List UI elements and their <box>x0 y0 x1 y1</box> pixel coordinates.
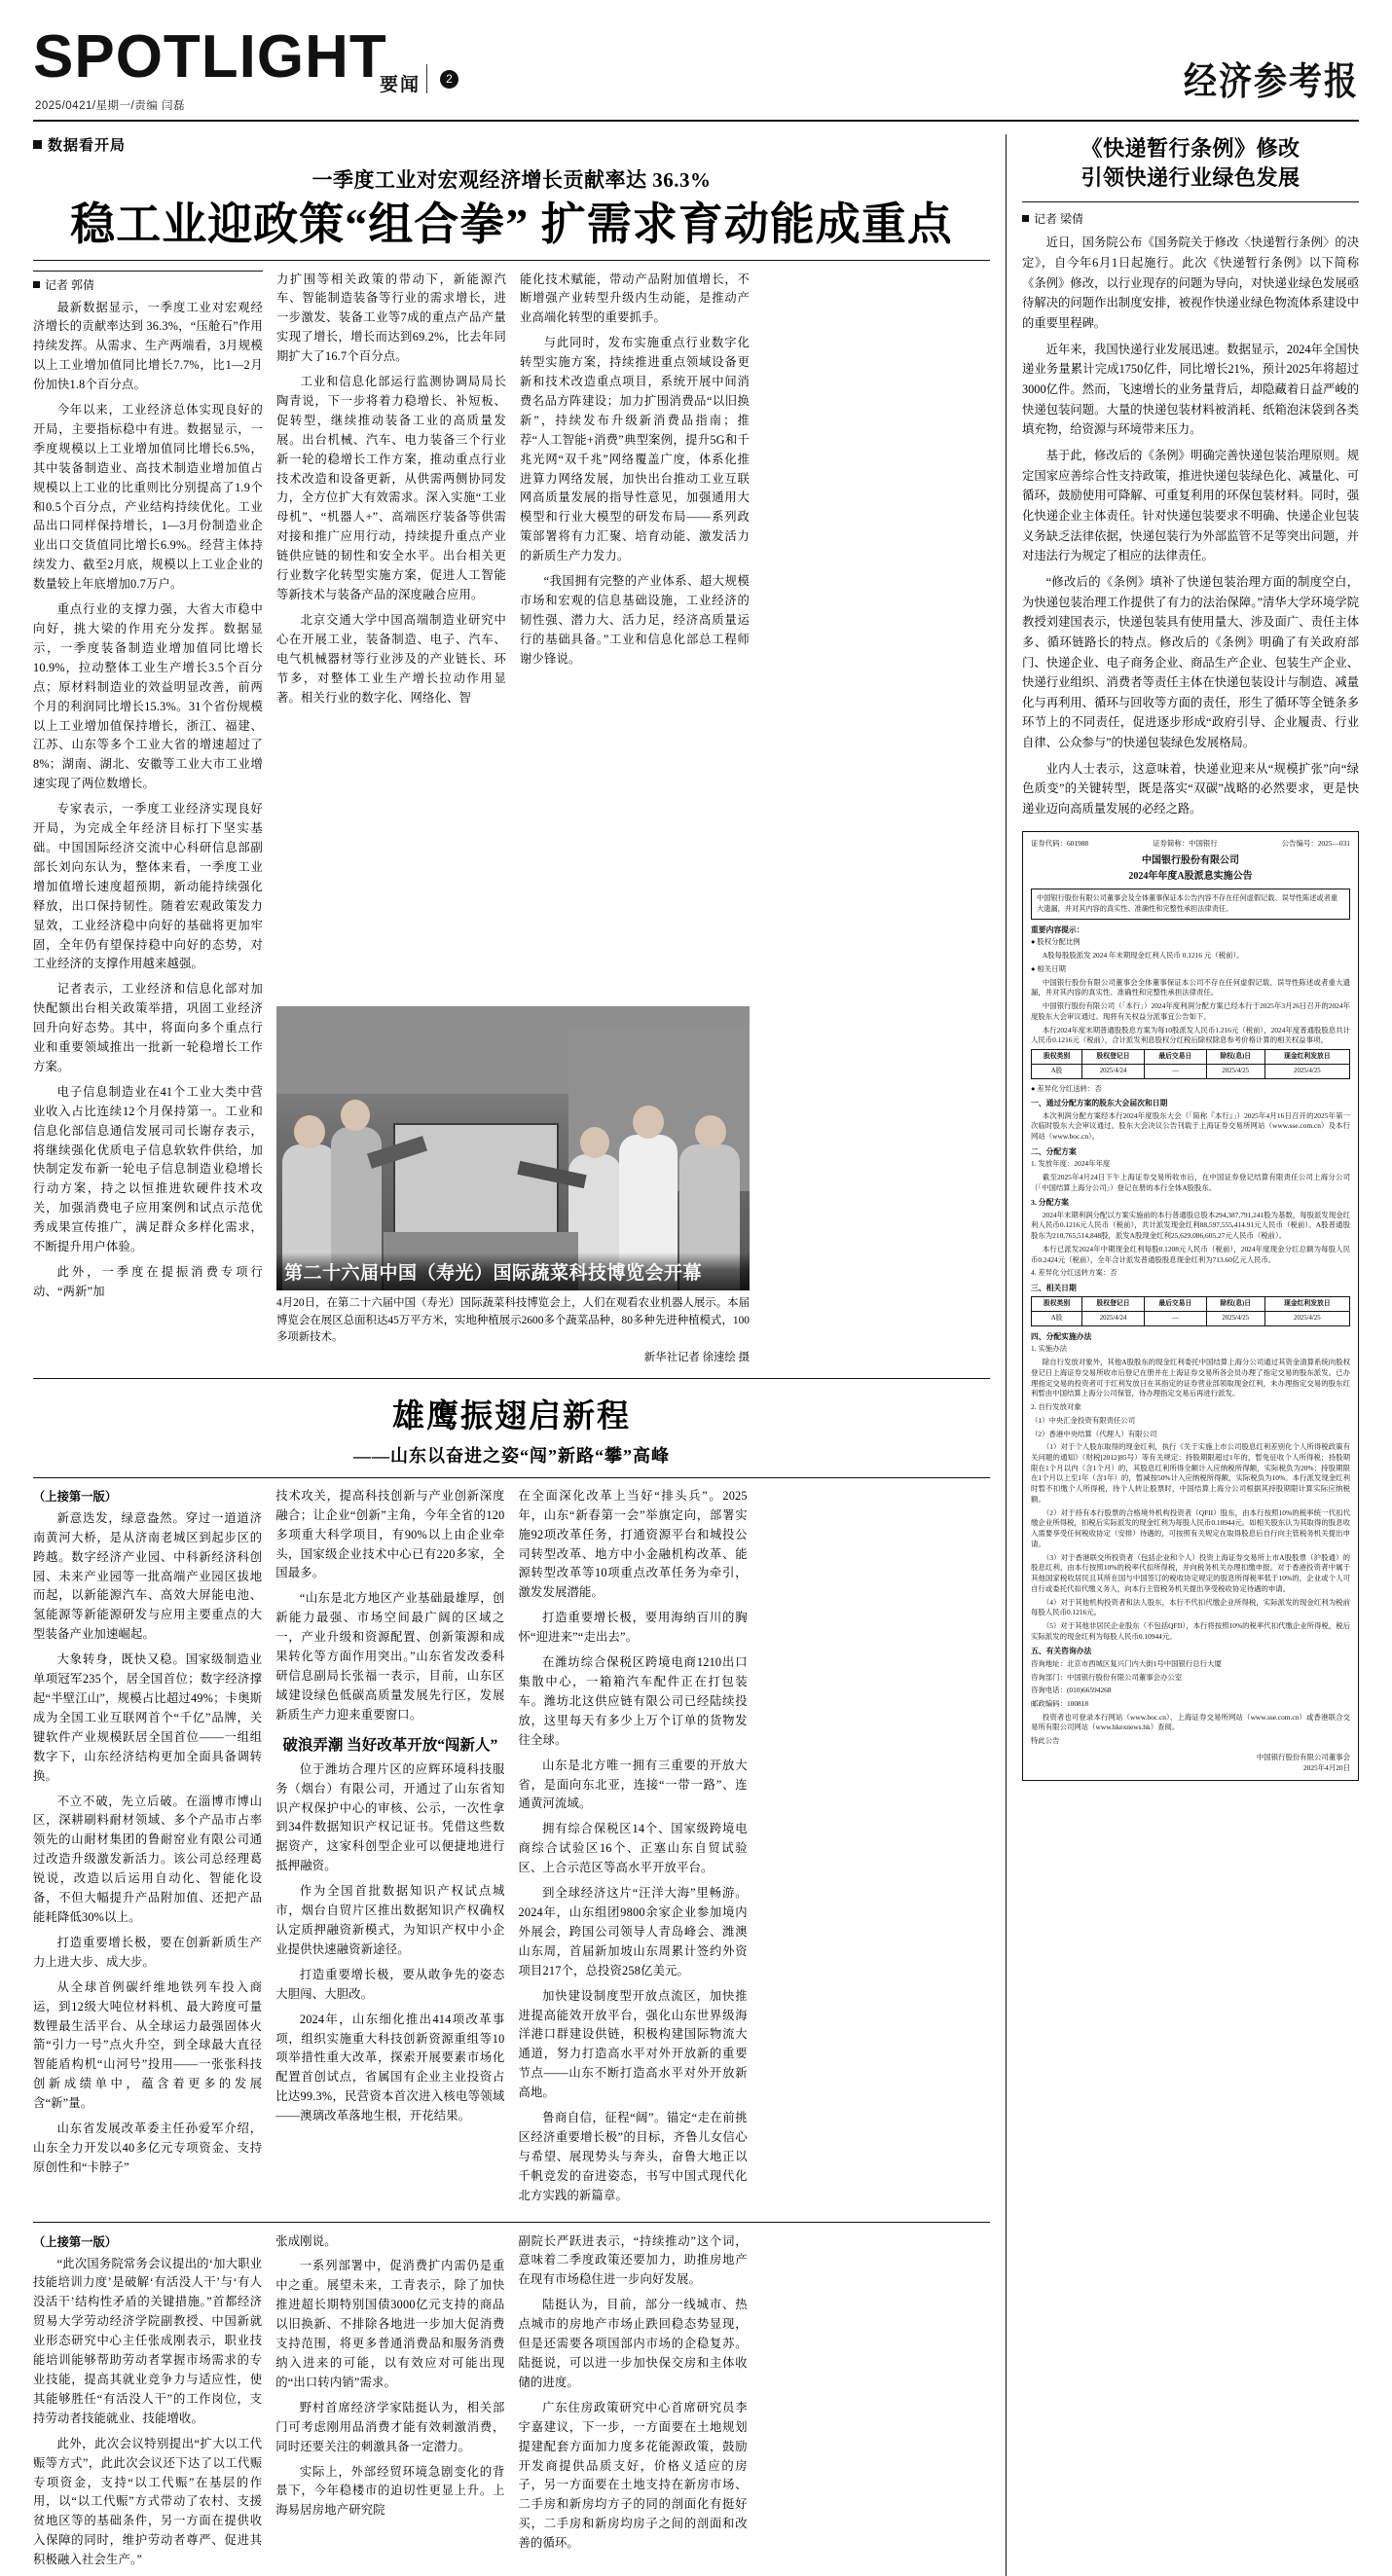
paragraph: 业内人士表示，这意味着，快递业迎来从“规模扩张”向“绿色质变”的关键转型，既是落实“双碳”战略的必然要求，更是快递业迈向高质量发展的必经之路。 <box>1022 761 1359 816</box>
paragraph: 此外，此次会议特别提出“扩大以工代赈等方式”，此此次会议还下达了以工代赈专项资金，支持“以工代赈”在基层的作用，以“以工代赈”方式带动了农村、支援贫地区等的基础条件，另一方面在提供收入保障的同时，维护劳动者尊严、促进其积极融入社会生产。” <box>33 2436 263 2567</box>
announcement-paragraph: 中国银行股份有限公司董事会全体董事保证本公司不存在任何虚假记载、误导性陈述或者重大遗漏，并对其内容的真实性、准确性和完整性承担法律责任。 <box>1031 977 1350 998</box>
dividend-table-1 <box>1031 1049 1350 1079</box>
paragraph: “此次国务院常务会议提出的‘加大职业技能培训力度’是破解‘有活没人干’与‘有人没活干’结构性矛盾的关键措施。”首都经济贸易大学劳动经济学院副教授、中国新就业形态研究中心主任张成刚表示，职业技能培训能够帮助劳动者掌握市场需求的专业技能，提高其就业竞争力与适应性，使其能够胜任“有活没人干”的工作岗位，支持劳动者技能就业、技能增收。 <box>33 2256 263 2425</box>
dividend-table-2 <box>1031 1296 1350 1326</box>
byline <box>33 271 263 293</box>
second-subhead: ——山东以奋进之姿“闯”新路“攀”高峰 <box>353 1445 670 1466</box>
paragraph: 不立不破，先立后破。在淄博市博山区，深耕刷料耐材领域、多个产品市占率领先的山耐材集团的鲁耐窑业有限公司通过改造升级激发新活力。该公司总经理葛锐说，改造以后运用自动化、智能化设备，不但大幅提升产品附加值、还把产品能耗降低30%以上。 <box>33 1794 263 1924</box>
paragraph: 与此同时，发布实施重点行业数字化转型实施方案，持续推进重点领域设备更新和技术改造重点项目，系统开展中间消费名品方阵建设；加力扩围消费品“以旧换新”，持续发布升级新消费品指南；推荐“人工智能+消费”典型案例，提升5G和千兆光网“双千兆”网络覆盖广度，体系化推进算力网络发展，加快出台推动工业互联网高质量发展的指导性意见，加强通用大模型和行业大模型的研发布局——系列政策部署将有力汇聚、培育动能、激发活力的新质生产力发力。 <box>520 336 750 563</box>
announcement-paragraph: 1. 发放年度：2024年年度 <box>1031 1159 1111 1169</box>
announcement-paragraph: 除自行发放对象外，其他A股股东的现金红利委托中国结算上海分公司通过其资金清算系统向股权登记日上海证券交易所收市后登记在册并在上海证券交易所各会员办理了指定交易的股东派发。已办理指定交易的投资者可于红利发放日在其指定的证券营业部领取现金红利，未办理指定交易的股东红利暂由中国结算上海分公司保管，待办理指定交易后再进行派发。 <box>1031 1358 1350 1398</box>
paragraph: 张成刚说。 <box>275 2233 337 2248</box>
right-headline-rule <box>1022 201 1359 202</box>
paragraph: 今年以来，工业经济总体实现良好的开局，主要指标稳中有进。数据显示，一季度规模以上工业增加值同比增长6.5%，其中装备制造业、高技术制造业增加值占规模以上工业的比重则比分别提高了1.9个和0.5个百分点，产业结构持续优化。工业品出口同样保持增长，1—3月份制造业企业出口交货值同比增长6.9%。经营主体持续发力、截至2月底，规模以上工业企业的数量较上年底增加0.7万户。 <box>33 403 263 592</box>
announcement-special-note: 特此公告 <box>1031 1736 1060 1746</box>
announcement-bullet: ● 股权分配比例 <box>1031 937 1081 947</box>
col-header: 现金红利发放日 <box>1264 1297 1349 1312</box>
second-column-3 <box>519 1487 748 2212</box>
paragraph: 鲁商自信，征程“阔”。锚定“走在前挑区经济重要增长极”的目标，齐鲁儿女信心与希望、展现势头与奔头，奋鲁大地正以千帆竞发的奋进姿态，书写中国式现代化北方实践的新篇章。 <box>518 2111 748 2202</box>
security-code: 证券代码：601988 <box>1031 838 1089 848</box>
col-header: 现金红利发放日 <box>1264 1049 1349 1064</box>
col-header: 股权登记日 <box>1082 1297 1145 1312</box>
cell: 2025/4/24 <box>1082 1312 1145 1326</box>
paragraph: 大象转身，既快又稳。国家级制造业单项冠军235个，居全国首位；数字经济撑起“半壁江山”，规模占比超过49%；卡奥斯成为全国工业互联网首个“千亿”品牌，关键软件产业规模跃居全国首位——一组组数字下，山东经济结构更加全面具备调转换。 <box>33 1652 263 1783</box>
announcement-section-head: 重要内容提示： <box>1031 925 1084 935</box>
col-header: 股权类别 <box>1032 1049 1082 1064</box>
cell: 2025/4/25 <box>1264 1064 1349 1078</box>
announcement-section-head: 五、有关咨询办法 <box>1031 1647 1092 1656</box>
news-photo <box>276 1006 750 1290</box>
announcement-bullet: A股每股股派发 2024 年末期现金红利人民币 0.1216 元（税前）。 <box>1042 951 1244 961</box>
announcement-section-head: 四、分配实施办法 <box>1031 1332 1092 1342</box>
announcement-title-2: 2024年年度A股派息实施公告 <box>1128 871 1253 883</box>
announcement-paragraph: 2. 自行发放对象 <box>1031 1402 1081 1412</box>
photo-note: 4月20日，在第二十六届中国（寿光）国际蔬菜科技博览会上，人们在观看农业机器人展示。本届博览会在展区总面积达45万平方米，实地种植展示2600多个蔬菜品种，80多种先进种植模式，100多项新技术。 <box>276 1296 750 1344</box>
announcement-paragraph: 邮政编码：100818 <box>1031 1698 1089 1708</box>
announcement-paragraph: 咨询地址：北京市西城区复兴门内大街1号中国银行总行大厦 <box>1031 1658 1222 1668</box>
lead-headline: 稳工业迎政策“组合拳” 扩需求育动能成重点 <box>70 200 953 249</box>
page-number-badge: 2 <box>440 70 458 89</box>
table-header-row <box>1032 1049 1350 1064</box>
kicker-label: 数据看开局 <box>48 138 127 154</box>
bottom-column-2 <box>275 2232 504 2576</box>
announcement-paragraph: （4）对于其他机构投资者和法人股东，本行不代扣代缴企业所得税，实际派发的现金红利为税前每股人民币0.1216元。 <box>1031 1597 1350 1617</box>
masthead-divider <box>426 64 427 93</box>
bottom-column-4-spacer <box>761 2232 990 2576</box>
paragraph: “修改后的《条例》填补了快递包装治理方面的制度空白，为快递包装治理工作提供了有力的法治保障。”清华大学环境学院教授刘建国表示，快递包装具有使用量大、涉及面广、责任主体多、循环链路长的特点。修改后的《条例》明确了有关政府部门、快递企业、电子商务企业、商品生产企业、包装生产企业、快递行业组织、消费者等责任主体在快递包装设计与制造、减量化与再利用、循环与回收等方面的责任，形生了循环等全链条多环节上的不同责任，促进逐步形成“政府引导、企业履责、行业自律、公众参与”的快递包装绿色发展格局。 <box>1022 574 1359 750</box>
announcement-paragraph: 本行已派发2024年中期现金红利每股0.1208元人民币（税前），2024年度现金分红总额为每股人民币0.2424元（税前），全年合计派发普通股股息现金红利为713.60亿元人民币。 <box>1031 1244 1350 1264</box>
paragraph: 位于潍坊合理片区的应辉环境科技服务（烟台）有限公司，开通过了山东省知识产权保护中心的审核、公示，一次性拿到34件数据知识产权记证书。凭借这些数据资产，这家科创型企业可以便捷地进行抵押融资。 <box>275 1761 505 1873</box>
paragraph: 野村首席经济学家陆挺认为，相关部门可考虑刚用品消费才能有效刺激消费，同时还要关注的刺激具备一定潜力。 <box>275 2400 505 2453</box>
announcement-paragraph: （1）对于个人股东取得的现金红利，执行《关于实施上市公司股息红利差别化个人所得税政策有关问题的通知》（财税[2012]85号）等有关规定：持股期限超过1年的，暂免征收个人所得税；持股期限在1个月以内（含1个月）的，其股息红利所得全额计入应纳税所得额，实际税负为20%；持股期限在1个月以上至1年（含1年）的，暂减按50%计入应纳税所得额，实际税负为10%。本行派发现金红利时暂不扣缴个人所得税，待个人转让股票时，中国结算上海分公司根据其持股期限计算实际应纳税额。 <box>1031 1442 1350 1504</box>
headline-rule <box>33 260 990 261</box>
paragraph: 在全面深化改革上当好“排头兵”。2025年，山东“新春第一会”举旗定向，部署实施92项改革任务，打通资源平台和城投公司转型改革、地方中小金融机构改革、能源转型改革等10项重点改革任务为牵引，激发发展潜能。 <box>518 1488 748 1600</box>
announcement-paragraph: 投资者也可登录本行网站（www.boc.cn）、上海证券交易所网站（www.sse.com.cn）或香港联合交易所有限公司网站（www.hkexnews.hk）查阅。 <box>1031 1712 1350 1732</box>
col-header: 最后交易日 <box>1144 1297 1206 1312</box>
cell: A股 <box>1032 1064 1082 1078</box>
announcement-signature-date: 2025年4月20日 <box>1302 1763 1350 1773</box>
paragraph: 打造重要增长极，要从敢争先的姿态大胆闯、大胆改。 <box>275 1967 505 2001</box>
paragraph: 打造重要增长极，要在创新新质生产力上进大步、成大步。 <box>33 1935 263 1969</box>
cell: A股 <box>1032 1312 1082 1326</box>
cell: 2025/4/25 <box>1264 1312 1349 1326</box>
lead-column-1 <box>33 271 263 1308</box>
paragraph: 实际上，外部经贸环境急剧变化的背景下，今年稳楼市的迫切性更显上升。上海易居房地产研究院 <box>275 2464 505 2518</box>
paragraph: 技术攻关，提高科技创新与产业创新深度融合；让企业“创新”主角，今年全省的120多项重大科学项目，有90%以上由企业牵头，国家级企业技术中心已有220多家，全国最多。 <box>275 1488 505 1580</box>
col-header: 股权类别 <box>1032 1297 1082 1312</box>
col-header: 股权登记日 <box>1082 1049 1145 1064</box>
continuation-label: （上接第一版） <box>33 2234 118 2249</box>
photo-scene <box>276 1006 750 1290</box>
col-header: 除权(息)日 <box>1206 1297 1264 1312</box>
announcement-section-head: 一、通过分配方案的股东大会届次和日期 <box>1031 1099 1168 1108</box>
right-byline-text: 记者 梁倩 <box>1034 212 1084 227</box>
paragraph: 力扩围等相关政策的带动下，新能源汽车、智能制造装备等行业的需求增长，进一步激发、装备工业等7成的重点产品产量实现了增长，增长而达到69.2%，比去年同期扩大了16.7个百分点。 <box>276 272 506 364</box>
issue-date-line: 2025/0421/星期一/责编 闫磊 <box>35 100 185 112</box>
announcement-number: 公告编号：2025—031 <box>1281 838 1350 848</box>
right-headline-line1: 《快递暂行条例》修改 <box>1081 136 1300 161</box>
announcement-box <box>1022 831 1359 1781</box>
lead-shoulder: 一季度工业对宏观经济增长贡献率达 36.3% <box>311 168 712 192</box>
announcement-paragraph: （2）香港中央结算（代理人）有限公司 <box>1031 1429 1157 1438</box>
paragraph: 一系列部署中，促消费扩内需仍是重中之重。展望未来，工青表示，除了加快推进超长期特别国债3000亿元支持的商品以旧换新、不排除各地进一步加大促消费支持范围，将更多普通消费品和服务消费纳入进来的可能，以有效应对可能出现的“出口转内销”需求。 <box>275 2259 505 2389</box>
table-row <box>1032 1312 1350 1326</box>
right-byline <box>1022 210 1359 227</box>
announcement-section-head: 三、相关日期 <box>1031 1284 1077 1293</box>
announcement-paragraph: 4. 差异化分红送转方案：否 <box>1031 1268 1117 1278</box>
paragraph: 到全球经济这片“汪洋大海”里畅游。2024年，山东组团9800余家企业参加境内外展会，跨国公司领导人青岛峰会、潍澳山东周，首届新加坡山东周累计签约外资项目217个，总投资258亿美元。 <box>518 1886 748 1977</box>
bottom-continuation <box>33 2222 990 2576</box>
second-rule <box>33 1477 990 1478</box>
paragraph: 打造重要增长极，要用海纳百川的胸怀“迎进来”“走出去”。 <box>518 1611 748 1645</box>
announcement-paragraph: 1. 实施办法 <box>1031 1344 1067 1354</box>
announcement-signature-1: 中国银行股份有限公司董事会 <box>1256 1752 1350 1761</box>
second-headline: 雄鹰振翅启新程 <box>392 1398 631 1434</box>
second-article <box>33 1378 990 2212</box>
announcement-paragraph: 2024年末期利润分配以方案实施前的本行普通股总股本294,387,791,241股为基数，每股派发现金红利人民币0.1216元人民币（税前），共计派发现金红利88,597,555,414.91元人民币（税前）。A股普通股股东为210,765,514,848股，派发A股现金红利25,629,086,605.27元人民币（税前）。 <box>1031 1210 1350 1241</box>
announcement-paragraph: （1）中央汇金投资有限责任公司 <box>1031 1415 1136 1425</box>
robot-exhibit <box>393 1123 559 1240</box>
paragraph: 重点行业的支撑力强，大省大市稳中向好，挑大梁的作用充分发挥。数据显示，一季度装备制造业增加值同比增长10.9%，拉动整体工业生产增长3.5个百分点；原材料制造业的效益明显改善，前两个月的利润同比增长15.3%。31个省份规模以上工业增加值保持增长，浙江、福建、江苏、山东等多个工业大省的增速超过了8%；湖南、湖北、安徽等工业大市工业增速实现了两位数增长。 <box>33 602 263 791</box>
paragraph: 专家表示，一季度工业经济实现良好开局，为完成全年经济目标打下坚实基础。中国国际经济交流中心科研信息部副部长刘向东认为，整体来看，一季度工业增加值增长速度超预期，新动能持续强化释放，出口保持韧性。随着宏观政策发力显效，工业经济稳中向好的基础将更加牢固，全年仍有望保持稳中向好的态势，对工业经济的支撑作用越来越强。 <box>33 802 263 971</box>
announcement-codes <box>1031 839 1350 850</box>
square-bullet-icon <box>33 140 42 149</box>
photo-credit: 新华社记者 徐速绘 摄 <box>643 1351 750 1363</box>
photo-block <box>276 1006 750 1364</box>
paragraph: 陆挺认为，目前，部分一线城市、热点城市的房地产市场止跌回稳态势显现，但是还需要各项国部内市场的企稳复苏。陆挺说，可以进一步加快保交房和主体收储的进度。 <box>518 2298 748 2389</box>
announcement-paragraph: 咨询部门：中国银行股份有限公司董事会办公室 <box>1031 1672 1183 1682</box>
paragraph: 加快建设制度型开放点流区，加快推进提高能效开放平台，强化山东世界级海洋港口群建设供链，积极构建国际物流大通道，努力打造高水平对外开放新的重要节点——山东不断打造高水平对外开放新高地。 <box>518 1988 748 2100</box>
col-header: 除权(息)日 <box>1206 1049 1264 1064</box>
announcement-section-head: 二、分配方案 <box>1031 1146 1077 1156</box>
paragraph: “山东是北方地区产业基础最雄厚，创新能力最强、市场空间最广阔的区域之一，产业升级和资源配置、创新策源和成果转化等方面作用突出。”山东省发改委科研信息副局长张福一表示，目前，山东区域建设绿色低碳高质量发展先行区，发展新质生产力迎来重要窗口。 <box>275 1591 505 1722</box>
cell: 2025/4/25 <box>1206 1312 1264 1326</box>
second-column-2 <box>275 1487 504 2212</box>
masthead <box>33 23 1359 121</box>
paragraph: 山东省发展改革委主任孙爱军介绍，山东全力开发以40多亿元专项资金、支持原创性和“卡脖子” <box>33 2122 263 2174</box>
paragraph: 广东住房政策研究中心首席研究员李宇嘉建议，下一步，一方面要在土地规划提建配套方面加力度多花能源政策，鼓励开发商提供品质支好，价格义适应的房子，另一方面要在土地支持在新房市场、二手房和新房均方子的同的剖面化有挺好买，二手房和新房均房子之间的剖面和改善的循环。 <box>518 2400 748 2551</box>
paragraph: 从全球首例碳纤维地铁列车投入商运，到12级大吨位材料机、最大跨度可量数锂最生活平台、从全球运力最强固体火箭“引力一号”点火升空，到全球最大直径智能盾构机“山河号”投用——一张张科技创新成绩单中，蕴含着更多的发展含“新”量。 <box>33 1979 263 2111</box>
bottom-column-1 <box>33 2232 262 2576</box>
announcement-paragraph: 咨询电话：(010)66594268 <box>1031 1686 1112 1695</box>
second-columns <box>33 1487 990 2212</box>
announcement-paragraph: 本次利润分配方案经本行2024年度股东大会（「简称『本行』」）2025年4月16日召开的2025年第一次临时股东大会审议通过。股东大会决议公告刊载于上海证券交易所网站（www.sse.com.cn）及本行网站（www.boc.cn）。 <box>1031 1110 1350 1142</box>
kicker <box>33 134 990 155</box>
paragraph: 北京交通大学中国高端制造业研究中心在开展工业，装备制造、电子、汽车、电气机械器材等行业涉及的产业链长、环节多，对整体工业生产增长拉动作用显著。相关行业的数字化、网络化、智 <box>276 612 506 705</box>
table-row <box>1032 1064 1350 1078</box>
cell: 2025/4/24 <box>1082 1064 1145 1078</box>
announcement-bullet: ● 相关日期 <box>1031 963 1066 973</box>
paragraph: 最新数据显示，一季度工业对宏观经济增长的贡献率达到 36.3%，“压舱石”作用持续发挥。从需求、生产两端看，3月规模以上工业增加值同比增长7.7%，比1—2月份加快1.8个百分点。 <box>33 300 263 392</box>
announcement-paragraph: 截至2025年4月24日下午上海证券交易所收市后，在中国证券登记结算有限责任公司上海分公司（「中国结算上海分公司」）登记在册的本行全体A股股东。 <box>1031 1172 1350 1192</box>
paragraph: 此外，一季度在提振消费专项行动、“两新”加 <box>33 1265 263 1298</box>
second-column-1 <box>33 1487 262 2212</box>
paragraph: 基于此，修改后的《条例》明确完善快递包装治理原则。规定国家应善综合性支持政策，推进快递包装绿色化、减量化、可循环，鼓励使用可降解、可重复利用的环保包装材料。同时，强化快递企业主体责任。针对快递包装要求不明确、快递企业包装义务缺乏法律依据，快递包装行为外部监管不足等突出问题，并对违法行为规定了相应的法律责任。 <box>1022 448 1359 563</box>
paragraph: 作为全国首批数据知识产权试点城市，烟台自贸片区推出数据知识产权确权认定质押融资新模式，为知识产权中小企业提供快速融资新途径。 <box>275 1884 505 1956</box>
cell: 2025/4/25 <box>1206 1064 1264 1078</box>
announcement-warning: 中国银行股份有限公司董事会及全体董事保证本公告内容不存在任何虚假记载、误导性陈述或者重大遗漏，并对其内容的真实性、准确性和完整性承担法律责任。 <box>1031 889 1350 920</box>
right-content-zone <box>1007 134 1359 2576</box>
paragraph: 近日，国务院公布《国务院关于修改〈快递暂行条例〉的决定》，自今年6月1日起施行。此次《快递暂行条例》以下简称《条例》修改，以行业现存的问题为导向，对快递业绿色发展亟待解决的问题作出制度安排，被视作快递业绿色物流体系建设中的重要里程碑。 <box>1022 236 1359 330</box>
announcement-paragraph: 中国银行股份有限公司（「本行」）2024年度利润分配方案已经本行于2025年3月26日召开的2024年度股东大会审议通过。现将有关权益分派事宜公告如下。 <box>1031 1001 1350 1021</box>
announcement-title-1: 中国银行股份有限公司 <box>1142 855 1239 867</box>
paragraph: 在潍坊综合保税区跨境电商1210出口集散中心，一箱箱汽车配件正在打包装车。潍坊北这供应链有限公司已经陆续投放，这里每天有多少上万个订单的货物发往全球。 <box>518 1655 748 1747</box>
paragraph: 记者表示，工业经济和信息化部对加快配额出台相关政策举措，巩固工业经济回升向好态势。其中，将面向多个重点行业和重要领域推出一批新一轮稳增长工作方案。 <box>33 982 263 1073</box>
announcement-section-head: 3. 分配方案 <box>1031 1198 1069 1208</box>
right-headline-line2: 引领快递行业绿色发展 <box>1081 164 1300 190</box>
second-subsection-head: 破浪弄潮 当好改革开放“闯新人” <box>282 1736 498 1754</box>
byline-text: 记者 郭倩 <box>45 277 95 292</box>
paragraph: 电子信息制造业在41个工业大类中营业收入占比连续12个月保持第一。工业和信息化部信息通信发展司司长谢存表示，将继续强化优质电子信息软软件供给，加快制定发布新一轮电子信息制造业稳增长行动方案，持之以恒推进软硬件技术攻关，加强消费电子应用案例和试点示范优秀成果宣传推广，满足群众多样化需求，不断提升用户体验。 <box>33 1084 263 1254</box>
security-name: 证券简称：中国银行 <box>1153 838 1218 848</box>
announcement-paragraph: （3）对于香港联交所投资者（包括企业和个人）投资上海证券交易所上市A股股票（沪股通）的股息红利，由本行按照10%的税率代扣所得税，并向税务机关办理扣缴申报。对于香港投资者中属于其他国家税收居民且其所在国与中国签订的税收协定规定的股息所得税率低于10%的，企业或个人可自行或委托代扣代缴义务人，向本行主管税务机关提出享受税收协定待遇的申请。 <box>1031 1552 1350 1593</box>
paragraph: 能化技术赋能，带动产品附加值增长，不断增强产业转型升级内生动能，是推动产业高端化转型的重要抓手。 <box>520 272 750 325</box>
table-header-row <box>1032 1297 1350 1312</box>
second-column-4-spacer <box>761 1487 990 2212</box>
left-content-zone <box>33 134 1007 2576</box>
paragraph: 工业和信息化部运行监测协调局局长陶青说，下一步将着力稳增长、补短板、促转型，继续推动装备工业的高质量发展。出台机械、汽车、电力装备三个行业新一轮的稳增长工作方案，推动重点行业技术改造和设备更新，从供需两侧协同发力，全方位扩大有效需求。深入实施“工业母机”、“机器人+”、高端医疗装备等供需对接和推广应用行动，持续提升重点产业链供应链的韧性和安全水平。出台相关更行业数字化转型实施方案，促进人工智能等新技术与装备产品的深度融合应用。 <box>276 375 506 602</box>
paper-name: 经济参考报 <box>1184 61 1359 104</box>
continuation-label: （上接第一版） <box>33 1489 118 1504</box>
announcement-paragraph: 本行2024年度末期普通股股息方案为每10股派发人民币1.216元（税前），2024年度普通股股息共计人民币0.1216元（税前），合计派发利息股权分红税后除权除息参考价格计算的相关权益事项。 <box>1031 1025 1350 1045</box>
announcement-paragraph: （2）对于持有本行股票的合格境外机构投资者（QFII）股东，由本行按照10%的税率统一代扣代缴企业所得税，扣税后实际派发的现金红利为每股人民币0.10944元。如相关股东认为其取得的股息收入需要享受任何税收协定（安排）待遇的，可按照有关规定在取得股息后自行向主管税务机关提出申请。 <box>1031 1507 1350 1548</box>
paragraph: 拥有综合保税区14个、国家级跨境电商综合试验区16个、正塞山东自贸试验区、上合示范区等高水平开放平台。 <box>518 1822 748 1875</box>
paragraph: 2024年，山东细化推出414项改革事项，组织实施重大科技创新资源重组等10项举措性重大改革，探索开展要素市场化配置首创试点，省属国有企业主业投资占比达99.3%，民营资本首次进入核电等领域——澳璃改革落地生根，开花结果。 <box>275 2012 505 2123</box>
square-bullet-icon <box>1022 215 1029 222</box>
cell: — <box>1144 1312 1206 1326</box>
cell: — <box>1144 1064 1206 1078</box>
bottom-column-3 <box>519 2232 748 2576</box>
section-label: 要闻 <box>380 75 421 95</box>
masthead-rule <box>33 120 1359 122</box>
paragraph: 山东是北方唯一拥有三重要的开放大省，是面向东北亚，连接“一带一路”、连通黄河流域。 <box>518 1758 748 1811</box>
announcement-bullet: ● 差异化分红送转：否 <box>1031 1083 1102 1093</box>
paper-logo: SPOTLIGHT <box>33 23 387 91</box>
col-header: 最后交易日 <box>1144 1049 1206 1064</box>
square-bullet-icon <box>33 281 40 288</box>
paragraph: 新意迭发，绿意盎然。穿过一道道济南黄河大桥，是从济南老城区到起步区的跨越。数字经济产业园、中科新经济科创园、未来产业园等一批高端产业园区拔地而起，以新能源汽车、高效大屏能电池、氢能源等新能源研发与应用主要重点的大型装备产业加速崛起。 <box>33 1510 263 1642</box>
announcement-paragraph: （5）对于其他非居民企业股东（不包括QFII），本行将按照10%的税率代扣代缴企业所得税，税后实际派发的现金红利为每股人民币0.10944元。 <box>1031 1621 1350 1641</box>
paragraph: “我国拥有完整的产业体系、超大规模市场和宏观的信息基础设施，工业经济的韧性强、潜力大、活力足，经济高质量运行的基础具备。”工业和信息化部总工程师谢少锋说。 <box>520 574 750 666</box>
photo-caption: 第二十六届中国（寿光）国际蔬菜科技博览会开幕 <box>276 1252 750 1290</box>
paragraph: 近年来，我国快递行业发展迅速。数据显示，2024年全国快递业务量累计完成1750亿件，同比增长21%，预计2025年将超过3000亿件。然而，飞速增长的业务量背后，却隐藏着日益严峻的快递包装问题。大量的快递包装材料被消耗、纸箱泡沫袋到各类填充物，给资源与环境带来压力。 <box>1022 342 1359 437</box>
paragraph: 副院长严跃进表示，“持续推动”这个词，意味着二季度政策还要加力，助推房地产在现有市场稳住进一步向好发展。 <box>518 2233 748 2287</box>
